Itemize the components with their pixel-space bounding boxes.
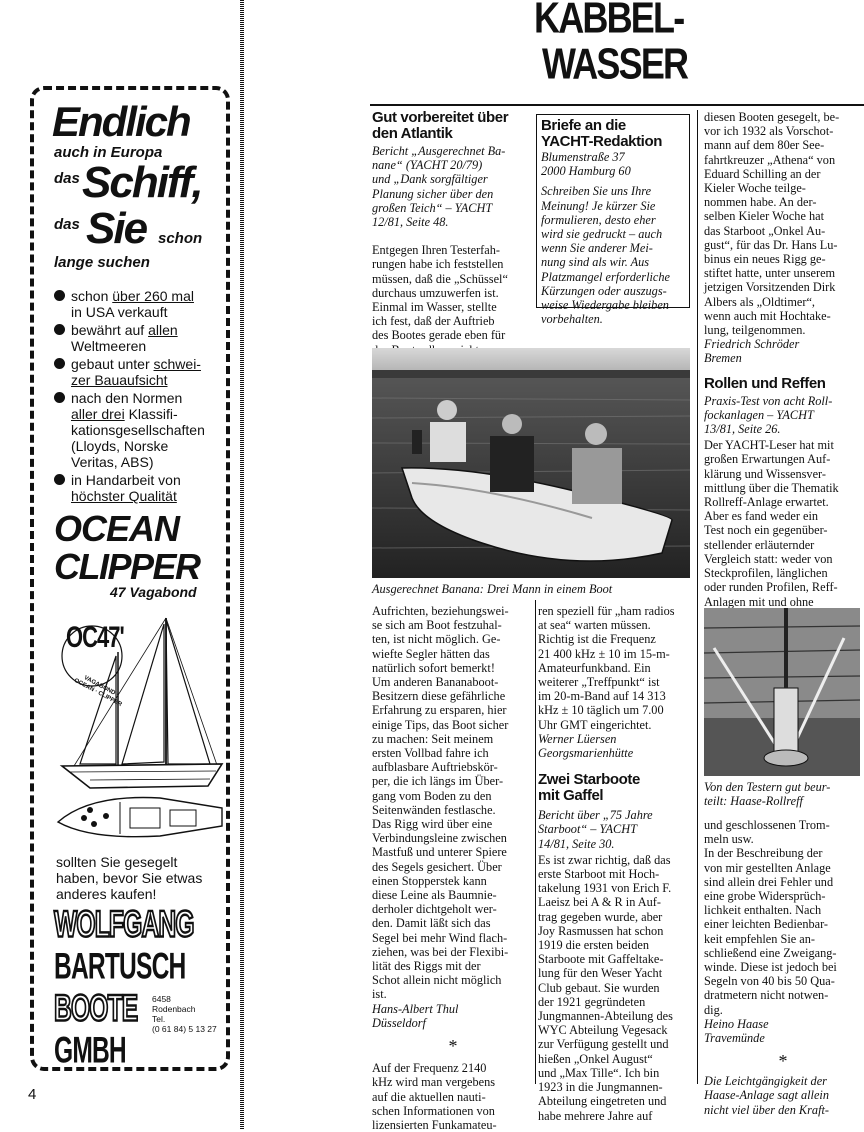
ad-subline-europa: auch in Europa <box>54 144 163 161</box>
page-number: 4 <box>28 1086 37 1103</box>
oc47-ring-text: VAGABOND · OCEAN · CLIPPER <box>72 675 123 709</box>
signature-lueersen: Werner Lüersen Georgsmarienhütte <box>538 731 634 761</box>
letter-rollen-reffen-continued <box>704 818 862 1117</box>
body-funk-continued: ren speziell für „ham radios at sea“ warten müssen. Richtig ist die Frequenz 21 400 kHz ± 10 im 15-m- Amateurfunkband. Ein weiterer „Treffpunkt“ ist im 20-m-Band auf 14 313 kHz ± 10 täglich um 7.00 Uhr GMT eingerichtet. <box>538 604 675 732</box>
dealer-address-zip: 6458 <box>152 994 171 1004</box>
masthead-kabbel: KABBEL- <box>534 0 684 43</box>
signature-schroeder: Friedrich Schröder Bremen <box>704 337 800 366</box>
gutter-rule <box>240 0 244 1130</box>
dealer-wolfgang: WOLFGANG <box>54 904 194 946</box>
ocean-clipper-ad <box>30 86 240 1076</box>
editorial-box-address: Blumenstraße 37 2000 Hamburg 60 <box>541 150 631 179</box>
asterisk-divider: * <box>448 1036 458 1057</box>
ad-tagline <box>56 854 202 902</box>
reference-rollen-reffen: Praxis-Test von acht Roll- fockanlagen – YACHT 13/81, Seite 26. <box>704 393 833 437</box>
editorial-box <box>536 114 690 327</box>
dealer-address-city: Rodenbach <box>152 1004 196 1014</box>
letter-funk-continued <box>538 604 694 1123</box>
sailboat-drawing <box>50 604 226 854</box>
asterisk-divider-2: * <box>778 1051 788 1072</box>
ad-sie: Sie <box>86 204 147 253</box>
ad-brand-clipper: CLIPPER <box>54 546 200 587</box>
masthead-rule <box>370 104 864 106</box>
ad-yacht-illustration <box>50 604 226 854</box>
body-rollen-reffen-continued: und geschlossenen Trom- meln usw. In der Beschreibung der von mir gestellten Anlage sind allein drei Fehler und eine grobe Widersprüch- lichkeit enthalten. Nach einer leichten Bedienbar- keit empfehlen Sie an- schließend eine Zweigang- winde. Diese ist jedoch bei Segeln von 40 bis 50 Qua- dratmetern nicht notwen- dig. <box>704 818 837 1017</box>
headline-rollen-reffen: Rollen und Reffen <box>704 374 826 392</box>
letter-atlantik-continued <box>372 604 534 1132</box>
ad-schon: schon <box>158 230 203 247</box>
editorial-box-text: Schreiben Sie uns Ihre Meinung! Je kürzer Sie formulieren, desto eher wird sie gedruckt – auch wenn Sie anderer Mei- nung sind als wir. Aus Platzmangel erforderliche Kürzungen oder auszugs- weise Wiedergabe bleiben vorbehalten. <box>541 184 670 327</box>
body-starboote: Es ist zwar richtig, daß das erste Starboot mit Hoch- takelung 1931 von Erich F. Laeisz bei A & R in Auf- trag gegeben wurde, aber Joy Rasmussen hat schon 1919 die ersten beiden Starboote mit Gaffeltake- lung für den Weser Yacht Club gebaut. Sie wurden der 1921 gegründeten Jungmannen-Abteilung des WYC Abteilung Vegesack zur Verfügung gestellt und hießen „Onkel August“ und „Max Tille“. Ich bin 1923 in die Jungmannen- Abteilung eingetreten und habe mehrere Jahre auf <box>538 852 673 1123</box>
photo-rollreff-caption: Von den Testern gut beur- teilt: Haase-Rollreff <box>704 780 831 809</box>
ad-model: 47 Vagabond <box>110 584 197 600</box>
banana-boat-photo-art <box>372 348 690 578</box>
editorial-box-title: Briefe an die YACHT-Redaktion <box>541 117 662 150</box>
bullet-dot <box>54 392 65 403</box>
signature-thul: Hans-Albert Thul Düsseldorf <box>372 1001 459 1030</box>
body-atlantik-continued: Aufrichten, beziehungswei- se sich am Boot festzuhal- ten, ist nicht möglich. Ge- wiefte Segler hätten das natürlich sofort bemerkt! Um anderen Bananaboot- Besitzern diese gefährliche Erfahrung zu ersparen, hier einige Tips, das Boot sicher zu machen: Seit meinem ersten Vollbad fahre ich aufblasbare Auftriebskör- per, die ich längs im Über- gang vom Boden zu den Seitenwänden festlasche. Das Rigg wird über eine Verbindungsleine zwischen Mastfuß und unterer Spiere des Segels gesichert. Über einen Stopperstek kann diese Leine als Baumnie- derholer dichtgeholt wer- den. Damit läßt sich das Segel bei mehr Wind flach- ziehen, was bei der Flexibi- lität des Riggs mit der Schot allein nicht möglich ist. <box>372 604 509 1002</box>
ad-lange-suchen: lange suchen <box>54 254 150 271</box>
letter-starboote-continued <box>704 110 862 651</box>
ad-bullet-3: gebaut unter schwei- zer Bauaufsicht <box>54 356 226 388</box>
column-rule-2 <box>697 110 698 1084</box>
ad-bullet-list <box>54 288 226 504</box>
dealer-boote: BOOTE <box>54 988 138 1030</box>
ad-das-1: das <box>54 170 80 187</box>
reference-atlantik: Bericht „Ausgerechnet Ba- nane“ (YACHT 20/79) und „Dank sorgfältiger Planung sicher über den großen Teich“ – YACHT 12/81, Seite 48. <box>372 144 506 230</box>
dealer-gmbh: GMBH <box>54 1030 126 1072</box>
rollreff-photo-art <box>704 608 860 776</box>
column-rule-1 <box>535 600 536 1084</box>
dealer-address <box>152 994 217 1034</box>
ad-tagline-1: sollten Sie gesegelt <box>56 854 178 870</box>
body-funk: Auf der Frequenz 2140 kHz wird man vergebens auf die aktuellen nauti- schen Informationen von lizensierten Funkamateu- <box>372 1061 497 1132</box>
reference-starboote: Bericht über „75 Jahre Starboot“ – YACHT 14/81, Seite 30. <box>538 808 653 851</box>
photo-banana-caption: Ausgerechnet Banana: Drei Mann in einem Boot <box>372 582 613 596</box>
ad-bullet-1: schon über 260 mal in USA verkauft <box>54 288 226 320</box>
ad-brand-ocean: OCEAN <box>54 508 180 549</box>
bullet-dot <box>54 474 65 485</box>
ad-schiff: Schiff, <box>82 158 202 207</box>
ad-das-2: das <box>54 216 80 233</box>
ad-bullet-5: in Handarbeit von höchster Qualität <box>54 472 226 504</box>
signature-haase: Heino Haase Travemünde <box>704 1016 769 1046</box>
headline-starboote: Zwei Starboote mit Gaffel <box>538 771 640 805</box>
oc47-logo: OC47' <box>66 620 124 654</box>
photo-banana-boat <box>372 348 690 578</box>
body-starboote-continued: diesen Booten gesegelt, be- vor ich 1932 als Vorschot- mann auf dem 80er See- fahrtkreuzer „Athena“ von Eduard Schilling an der Kieler Woche teilge- nommen habe. An der- selben Kieler Woche hat das Starboot „Onkel Au- gust“, für das Dr. Hans Lu- binus ein neues Rigg ge- stiftet hatte, unter unserem jetzigen Vorsitzenden Dirk Albers als „Oldtimer“, wenn auch mit Hochtake- lung, teilgenommen. <box>704 110 840 338</box>
body-leichtgaengigkeit: Die Leichtgängigkeit der Haase-Anlage sagt allein nicht viel über den Kraft- <box>704 1074 829 1117</box>
ad-tagline-3: anderes kaufen! <box>56 886 157 902</box>
bullet-dot <box>54 290 65 301</box>
dealer-bartusch: BARTUSCH <box>54 946 186 988</box>
ad-tagline-2: haben, bevor Sie etwas <box>56 870 203 886</box>
photo-haase-rollreff <box>704 608 860 776</box>
headline-atlantik: Gut vorbereitet über den Atlantik <box>372 109 509 142</box>
dealer-address-tel-label: Tel. <box>152 1014 166 1024</box>
bullet-dot <box>54 324 65 335</box>
ad-bullet-2: bewährt auf allen Weltmeeren <box>54 322 226 354</box>
ad-bullet-4: nach den Normen aller drei Klassifi- kationsgesellschaften (Lloyds, Norske Veritas, ABS) <box>54 390 226 470</box>
masthead-wasser: WASSER <box>542 40 688 89</box>
dealer-address-phone: (0 61 84) 5 13 27 <box>152 1024 217 1034</box>
bullet-dot <box>54 358 65 369</box>
letter-atlantik <box>372 110 532 357</box>
body-atlantik: Entgegen Ihren Testerfah- rungen habe ich feststellen müssen, daß die „Schüssel“ durchaus umzuwerfen ist. Einmal im Wasser, stellte ich fest, daß der Auftrieb des Bootes gerade eben für <box>372 243 508 343</box>
body-rollen-reffen: Der YACHT-Leser hat mit großen Erwartungen Auf- klärung und Wissensver- mittlung über die Thematik Rollreff-Anlage erwartet. Aber es fand weder ein Test noch ein gegenüber- stellender erläuternder Vergleich statt: weder von Steckprofilen, länglichen oder runden Profilen, Reff- Anlagen mit und ohne <box>704 438 839 609</box>
ad-headline-endlich: Endlich <box>52 98 190 145</box>
